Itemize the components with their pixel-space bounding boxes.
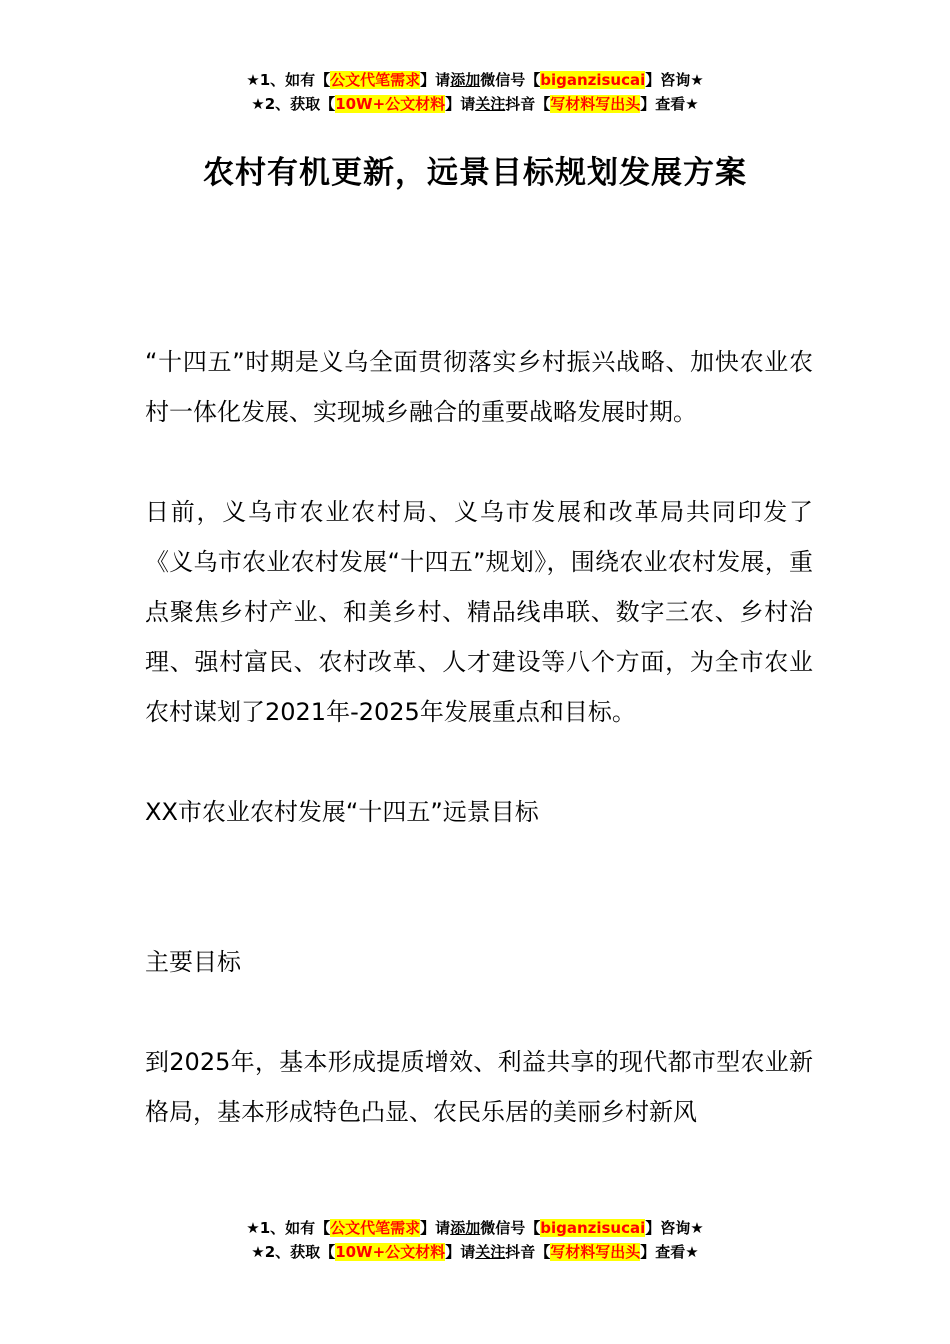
douyin-id: 写材料写出头 [550,95,641,113]
paragraph: 日前，义乌市农业农村局、义乌市发展和改革局共同印发了《义乌市农业农村发展“十四五”规划》，围绕农业农村发展，重点聚焦乡村产业、和美乡村、精品线串联、数字三农、乡村治理、强村富民、农村改革、人才建设等八个方面，为全市农业农村谋划了2021年-2025年发展重点和目标。 [145,498,813,726]
wechat-id: biganzisucai [540,1219,646,1237]
highlight-text: 公文代笔需求 [330,1219,421,1237]
douyin-id: 写材料写出头 [550,1243,641,1261]
highlight-text: 10W+公文材料 [335,95,446,113]
section-heading: 主要目标 [145,948,241,976]
document-title: 农村有机更新，远景目标规划发展方案 [203,155,747,191]
paragraph: “十四五”时期是义乌全面贯彻落实乡村振兴战略、加快农业农村一体化发展、实现城乡融合的重要战略发展时期。 [145,348,813,426]
paragraph: 到2025年，基本形成提质增效、利益共享的现代都市型农业新格局，基本形成特色凸显、农民乐居的美丽乡村新风 [145,1048,813,1126]
banner-line-2: ★2、获取【10W+公文材料】请关注抖音【写材料写出头】查看★ [251,95,699,113]
document-body [145,337,813,1187]
footer-banner [0,1216,950,1264]
section-heading: XX市农业农村发展“十四五”远景目标 [145,798,539,826]
wechat-id: biganzisucai [540,71,646,89]
banner-line-2: ★2、获取【10W+公文材料】请关注抖音【写材料写出头】查看★ [251,1243,699,1261]
highlight-text: 公文代笔需求 [330,71,421,89]
banner-line-1: ★1、如有【公文代笔需求】请添加微信号【biganzisucai】咨询★ [246,1219,704,1237]
highlight-text: 10W+公文材料 [335,1243,446,1261]
banner-line-1: ★1、如有【公文代笔需求】请添加微信号【biganzisucai】咨询★ [246,71,704,89]
header-banner [0,68,950,116]
